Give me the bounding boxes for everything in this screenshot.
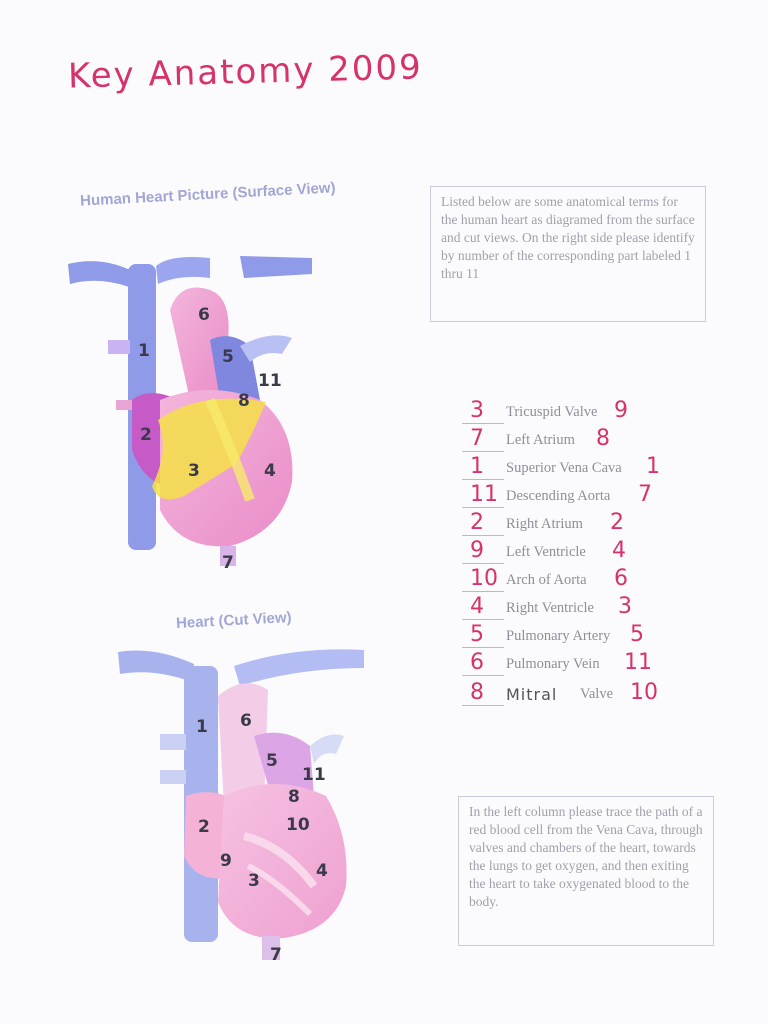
surface-view-title: Human Heart Picture (Surface View): [79, 179, 336, 210]
answer-right: 10: [630, 680, 658, 705]
surface-label-8: 8: [238, 391, 250, 411]
surface-label-2: 2: [140, 425, 152, 445]
term-label: Right Atrium: [506, 516, 583, 532]
instructions-bottom-text: In the left column please trace the path of a red blood cell from the Vena Cava, through valves and chambers of the heart, towards the lungs to get oxygen, and then exiting the heart to take oxygenated blood to the body.: [469, 804, 703, 909]
answer-left: 2: [470, 510, 484, 535]
answer-right: 8: [596, 426, 610, 451]
answer-right: 11: [624, 650, 652, 675]
surface-label-3: 3: [188, 461, 200, 481]
term-label: Left Ventricle: [506, 544, 586, 560]
surface-label-5: 5: [222, 347, 234, 367]
answer-right: 5: [630, 622, 644, 647]
surface-label-6: 6: [198, 305, 210, 325]
term-label: Right Ventricle: [506, 600, 594, 616]
cut-label-8: 8: [288, 787, 300, 807]
answer-left: 8: [470, 680, 484, 705]
answer-left: 9: [470, 538, 484, 563]
term-label: Left Atrium: [506, 432, 575, 448]
term-label: Superior Vena Cava: [506, 460, 622, 476]
instructions-top-box: [430, 186, 706, 322]
surface-label-1: 1: [138, 341, 150, 361]
cut-heart-diagram: [114, 646, 374, 966]
term-label: Valve: [580, 686, 614, 702]
cut-view-title: Heart (Cut View): [175, 608, 292, 633]
cut-label-3: 3: [248, 871, 260, 891]
cut-label-1: 1: [196, 717, 208, 737]
cut-label-5: 5: [266, 751, 278, 771]
surface-label-11: 11: [258, 371, 282, 391]
handwritten-mitral: Mitral: [506, 685, 558, 704]
term-label: Descending Aorta: [506, 488, 611, 504]
term-label: Pulmonary Vein: [506, 656, 600, 672]
cut-label-7: 7: [270, 945, 282, 965]
cut-label-4: 4: [316, 861, 328, 881]
instructions-top-text: Listed below are some anatomical terms for the human heart as diagramed from the surface and cut views. On the right side please identify by number of the corresponding part labeled 1 thru 11: [441, 194, 695, 281]
instructions-bottom-box: [458, 796, 714, 946]
surface-label-7: 7: [222, 553, 234, 570]
answer-left: 11: [470, 482, 498, 507]
term-label: Pulmonary Artery: [506, 628, 611, 644]
surface-heart-diagram: [60, 250, 320, 570]
answer-left: 10: [470, 566, 498, 591]
cut-label-9: 9: [220, 851, 232, 871]
answer-right: 7: [638, 482, 652, 507]
answer-right: 1: [646, 454, 660, 479]
cut-label-11: 11: [302, 765, 326, 785]
cut-label-2: 2: [198, 817, 210, 837]
term-label: Tricuspid Valve: [506, 404, 598, 420]
answer-right: 2: [610, 510, 624, 535]
answer-left: 4: [470, 594, 484, 619]
cut-label-10: 10: [286, 815, 310, 835]
answer-right: 6: [614, 566, 628, 591]
answer-left: 6: [470, 650, 484, 675]
answer-right: 4: [612, 538, 626, 563]
term-label: Arch of Aorta: [506, 572, 587, 588]
answer-right: 3: [618, 594, 632, 619]
answer-left: 5: [470, 622, 484, 647]
answer-left: 3: [470, 398, 484, 423]
answer-right: 9: [614, 398, 628, 423]
cut-label-6: 6: [240, 711, 252, 731]
answer-left: 7: [470, 426, 484, 451]
surface-label-4: 4: [264, 461, 276, 481]
answer-left: 1: [470, 454, 484, 479]
handwritten-title: Key Anatomy 2009: [67, 47, 424, 97]
